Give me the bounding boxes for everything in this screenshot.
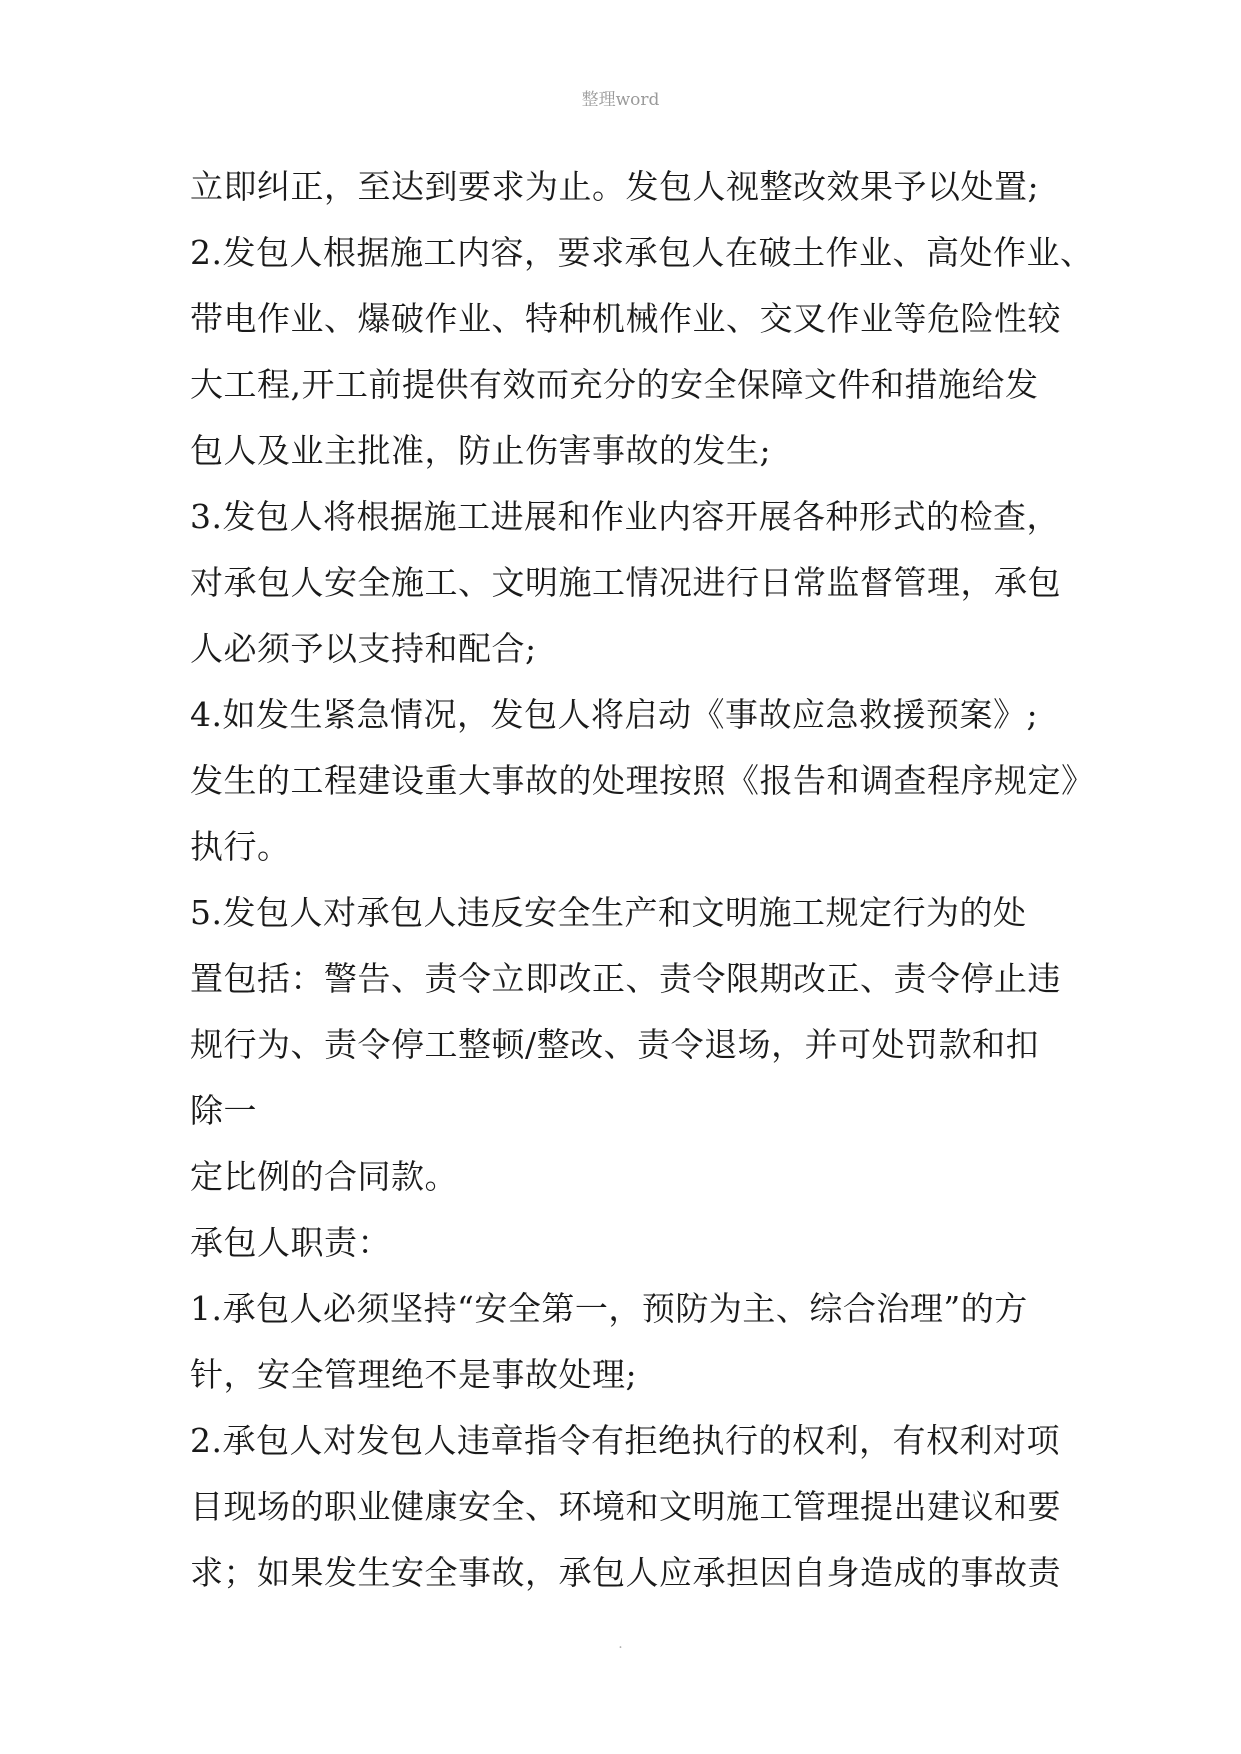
text-line: 4.如发生紧急情况，发包人将启动《事故应急救援预案》; [190, 695, 1039, 734]
text-line: 对承包人安全施工、文明施工情况进行日常监督管理，承包 [190, 563, 1061, 602]
text-line: 定比例的合同款。 [190, 1157, 458, 1196]
page-header [0, 88, 1241, 112]
header-title: 整理word [581, 90, 660, 110]
text-line: 5.发包人对承包人违反安全生产和文明施工规定行为的处 [190, 893, 1027, 932]
text-line: 包人及业主批准，防止伤害事故的发生; [190, 431, 772, 470]
text-line: 2.发包人根据施工内容，要求承包人在破土作业、高处作业、 [190, 233, 1094, 272]
footer-mark: . [618, 1636, 623, 1652]
text-line: 求；如果发生安全事故，承包人应承担因自身造成的事故责 [190, 1553, 1061, 1592]
text-line: 承包人职责： [190, 1223, 391, 1262]
page-footer [0, 1636, 1241, 1652]
text-line: 2.承包人对发包人违章指令有拒绝执行的权利，有权利对项 [190, 1421, 1060, 1460]
text-line: 执行。 [190, 827, 291, 866]
text-line: 规行为、责令停工整顿/整改、责令退场，并可处罚款和扣 [190, 1025, 1040, 1064]
text-line: 除一 [190, 1091, 257, 1130]
text-line: 人必须予以支持和配合; [190, 629, 537, 668]
text-line: 立即纠正，至达到要求为止。发包人视整改效果予以处置; [190, 167, 1040, 206]
text-line: 大工程,开工前提供有效而充分的安全保障文件和措施给发 [190, 365, 1039, 404]
text-line: 1.承包人必须坚持“安全第一，预防为主、综合治理”的方 [190, 1289, 1028, 1328]
text-line: 针，安全管理绝不是事故处理; [190, 1355, 638, 1394]
text-line: 带电作业、爆破作业、特种机械作业、交叉作业等危险性较 [190, 299, 1061, 338]
document-body [190, 154, 1095, 1606]
text-line: 3.发包人将根据施工进展和作业内容开展各种形式的检查， [190, 497, 1060, 536]
text-line: 置包括：警告、责令立即改正、责令限期改正、责令停止违 [190, 959, 1061, 998]
text-line: 目现场的职业健康安全、环境和文明施工管理提出建议和要 [190, 1487, 1061, 1526]
text-line: 发生的工程建设重大事故的处理按照《报告和调查程序规定》 [190, 761, 1095, 800]
